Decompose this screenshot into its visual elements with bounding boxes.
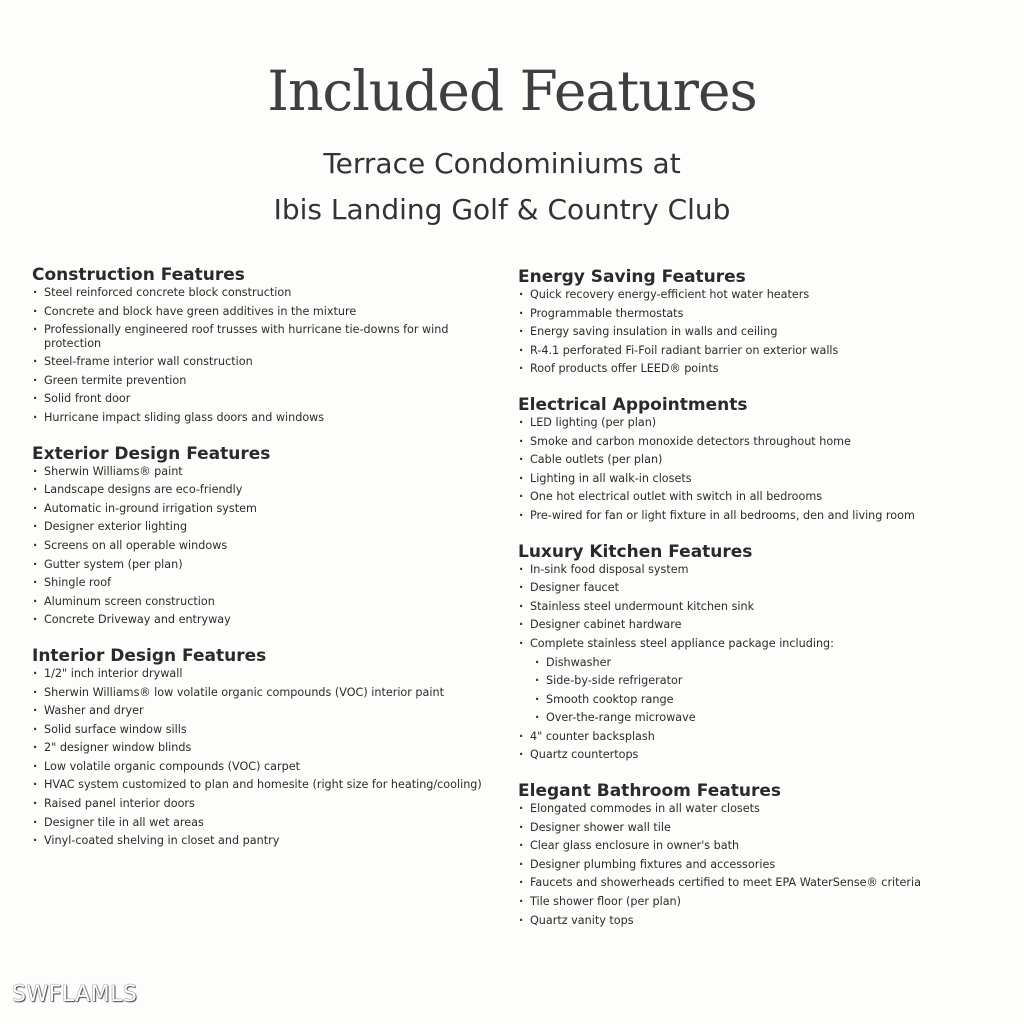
section-heading: Exterior Design Features <box>32 443 271 464</box>
section-heading: Luxury Kitchen Features <box>518 541 753 562</box>
feature-item: · Sherwin Williams® low volatile organic compounds (VOC) interior paint <box>32 686 482 699</box>
feature-item: · Faucets and showerheads certified to meet EPA WaterSense® criteria <box>518 876 998 889</box>
feature-item: · One hot electrical outlet with switch in all bedrooms <box>518 490 998 503</box>
feature-item: · Designer exterior lighting <box>32 520 482 533</box>
section-spacer <box>518 528 998 541</box>
feature-item: · Automatic in-ground irrigation system <box>32 502 482 515</box>
section-heading: Energy Saving Features <box>518 267 746 287</box>
feature-item: · 1/2" inch interior drywall <box>32 667 482 680</box>
feature-item: · Screens on all operable windows <box>32 539 482 552</box>
feature-item: · Concrete Driveway and entryway <box>32 613 482 626</box>
feature-item: · Raised panel interior doors <box>32 797 482 810</box>
feature-list <box>32 286 482 424</box>
watermark-text: SWFLAMLS <box>12 982 138 1007</box>
feature-item: · Quartz countertops <box>518 748 998 761</box>
feature-item: · LED lighting (per plan) <box>518 416 998 429</box>
feature-item: · 2" designer window blinds <box>32 741 482 754</box>
feature-item: · Designer shower wall tile <box>518 821 998 834</box>
left-column <box>32 264 482 853</box>
feature-item: · Solid front door <box>32 392 482 405</box>
feature-sub-item: · Side-by-side refrigerator <box>518 674 998 687</box>
section-spacer <box>32 430 482 443</box>
section-spacer <box>32 632 482 645</box>
feature-item: · Steel-frame interior wall construction <box>32 355 482 368</box>
feature-item: · Washer and dryer <box>32 704 482 717</box>
feature-item: · Designer plumbing fixtures and accessories <box>518 858 998 871</box>
feature-item: · Smoke and carbon monoxide detectors throughout home <box>518 435 998 448</box>
feature-list <box>32 465 482 627</box>
feature-item: · Energy saving insulation in walls and ceiling <box>518 325 998 338</box>
feature-list <box>518 563 998 762</box>
feature-section <box>518 394 998 522</box>
feature-list <box>32 667 482 848</box>
feature-item: · Elongated commodes in all water closets <box>518 802 998 815</box>
feature-section <box>32 443 482 627</box>
feature-list <box>518 802 998 927</box>
feature-item: · R-4.1 perforated Fi-Foil radiant barrier on exterior walls <box>518 344 998 357</box>
feature-sub-item: · Over-the-range microwave <box>518 711 998 724</box>
feature-item: · Aluminum screen construction <box>32 595 482 608</box>
feature-list <box>518 288 998 376</box>
feature-item: · Cable outlets (per plan) <box>518 453 998 466</box>
section-heading: Electrical Appointments <box>518 394 748 415</box>
feature-item: · Pre-wired for fan or light fixture in all bedrooms, den and living room <box>518 509 998 522</box>
feature-item: · Designer cabinet hardware <box>518 618 998 631</box>
feature-item: · Complete stainless steel appliance package including: <box>518 637 998 650</box>
feature-section <box>518 541 998 762</box>
feature-item: · Designer tile in all wet areas <box>32 816 482 829</box>
feature-item: · Roof products offer LEED® points <box>518 362 998 375</box>
feature-item: · HVAC system customized to plan and homesite (right size for heating/cooling) <box>32 778 482 791</box>
feature-item: · Concrete and block have green additives in the mixture <box>32 305 482 318</box>
feature-item: · Gutter system (per plan) <box>32 558 482 571</box>
subtitle-line-1: Terrace Condominiums at <box>323 147 681 180</box>
feature-item: · Hurricane impact sliding glass doors and windows <box>32 411 482 424</box>
feature-item: · Lighting in all walk-in closets <box>518 472 998 485</box>
page-title: Included Features <box>267 59 757 123</box>
feature-item: · Quartz vanity tops <box>518 914 998 927</box>
feature-item: · Clear glass enclosure in owner's bath <box>518 839 998 852</box>
feature-item: · Programmable thermostats <box>518 307 998 320</box>
feature-list <box>518 416 998 522</box>
feature-sub-item: · Dishwasher <box>518 656 998 669</box>
section-heading: Elegant Bathroom Features <box>518 781 781 802</box>
feature-item: · In-sink food disposal system <box>518 563 998 576</box>
feature-item: · Steel reinforced concrete block construction <box>32 286 482 299</box>
feature-item: · Tile shower floor (per plan) <box>518 895 998 908</box>
feature-item: · Green termite prevention <box>32 374 482 387</box>
feature-section <box>32 264 482 424</box>
right-column <box>518 266 998 932</box>
feature-item: · Designer faucet <box>518 581 998 594</box>
feature-item: · Quick recovery energy-efficient hot water heaters <box>518 288 998 301</box>
feature-item: · Solid surface window sills <box>32 723 482 736</box>
subtitle-line-2: Ibis Landing Golf & Country Club <box>273 193 731 226</box>
feature-item: · Low volatile organic compounds (VOC) carpet <box>32 760 482 773</box>
section-spacer <box>518 767 998 780</box>
feature-item: · Sherwin Williams® paint <box>32 465 482 478</box>
feature-section <box>32 645 482 848</box>
feature-section <box>518 266 998 376</box>
feature-item: · Professionally engineered roof trusses with hurricane tie-downs for wind protection <box>32 323 482 350</box>
section-heading: Interior Design Features <box>32 645 267 666</box>
section-heading: Construction Features <box>32 265 245 285</box>
feature-item: · Stainless steel undermount kitchen sink <box>518 600 998 613</box>
feature-item: · Landscape designs are eco-friendly <box>32 483 482 496</box>
feature-item: · Shingle roof <box>32 576 482 589</box>
feature-item: · 4" counter backsplash <box>518 730 998 743</box>
feature-sub-item: · Smooth cooktop range <box>518 693 998 706</box>
feature-item: · Vinyl-coated shelving in closet and pantry <box>32 834 482 847</box>
section-spacer <box>518 381 998 394</box>
feature-section <box>518 780 998 927</box>
